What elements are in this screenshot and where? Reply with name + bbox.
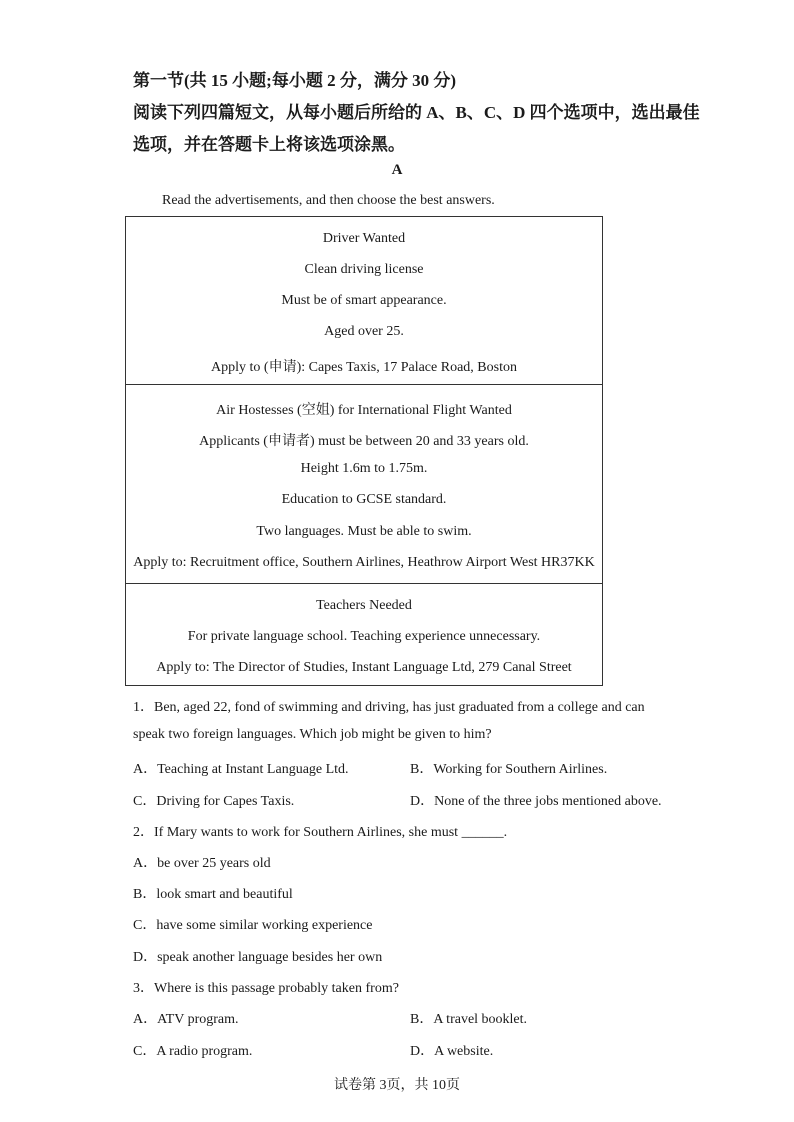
ad-line: Clean driving license: [304, 262, 424, 277]
ad-air-hostesses: [126, 384, 602, 583]
ad-line: Must be of smart appearance.: [281, 293, 447, 308]
advertisements-table: [125, 216, 603, 686]
instructions-line-2: 选项，并在答题卡上将该选项涂黑。: [133, 135, 405, 154]
question-3-option-d: D．A website.: [410, 1044, 494, 1059]
question-2-stem: 2．If Mary wants to work for Southern Airlines, she must ______.: [133, 825, 508, 840]
ad-line: Two languages. Must be able to swim.: [256, 524, 472, 539]
ad-line: For private language school. Teaching experience unnecessary.: [187, 629, 541, 644]
ad-line: Apply to (申请): Capes Taxis, 17 Palace Road, Boston: [211, 360, 517, 375]
ad-driver-wanted: [126, 217, 602, 384]
question-2-option-d: D．speak another language besides her own: [133, 950, 383, 965]
question-1-option-c: C．Driving for Capes Taxis.: [133, 794, 295, 809]
ad-title: Air Hostesses (空姐) for International Flight Wanted: [216, 403, 512, 418]
instructions-line-1: 阅读下列四篇短文，从每小题后所给的 A、B、C、D 四个选项中，选出最佳: [133, 103, 700, 122]
ad-title: Driver Wanted: [322, 231, 406, 246]
ad-line: Height 1.6m to 1.75m.: [300, 461, 428, 476]
question-3-stem: 3．Where is this passage probably taken from?: [133, 981, 399, 996]
page-footer: 试卷第 3页，共 10页: [334, 1078, 460, 1093]
question-1-stem: 1．Ben, aged 22, fond of swimming and driving, has just graduated from a college and can: [133, 700, 645, 715]
ad-line: Apply to: Recruitment office, Southern Airlines, Heathrow Airport West HR37KK: [133, 555, 595, 570]
ad-line: Applicants (申请者) must be between 20 and 33 years old.: [199, 434, 529, 449]
passage-letter: A: [391, 162, 403, 178]
ad-title: Teachers Needed: [316, 598, 412, 613]
ad-line: Aged over 25.: [324, 324, 404, 339]
question-1-option-b: B．Working for Southern Airlines.: [410, 762, 608, 777]
section-heading: 第一节(共 15 小题;每小题 2 分，满分 30 分): [133, 71, 456, 90]
ad-teachers-needed: [126, 583, 602, 685]
question-1-option-a: A．Teaching at Instant Language Ltd.: [133, 762, 349, 777]
ad-line: Apply to: The Director of Studies, Instant Language Ltd, 279 Canal Street: [156, 660, 572, 675]
question-2-option-a: A．be over 25 years old: [133, 856, 271, 871]
question-3-option-c: C．A radio program.: [133, 1044, 253, 1059]
question-3-option-b: B．A travel booklet.: [410, 1012, 528, 1027]
passage-instruction: Read the advertisements, and then choose the best answers.: [162, 193, 495, 208]
question-3-option-a: A．ATV program.: [133, 1012, 239, 1027]
question-2-option-c: C．have some similar working experience: [133, 918, 373, 933]
question-2-option-b: B．look smart and beautiful: [133, 887, 293, 902]
ad-line: Education to GCSE standard.: [281, 492, 447, 507]
question-1-stem-cont: speak two foreign languages. Which job might be given to him?: [133, 727, 492, 742]
question-1-option-d: D．None of the three jobs mentioned above.: [410, 794, 662, 809]
